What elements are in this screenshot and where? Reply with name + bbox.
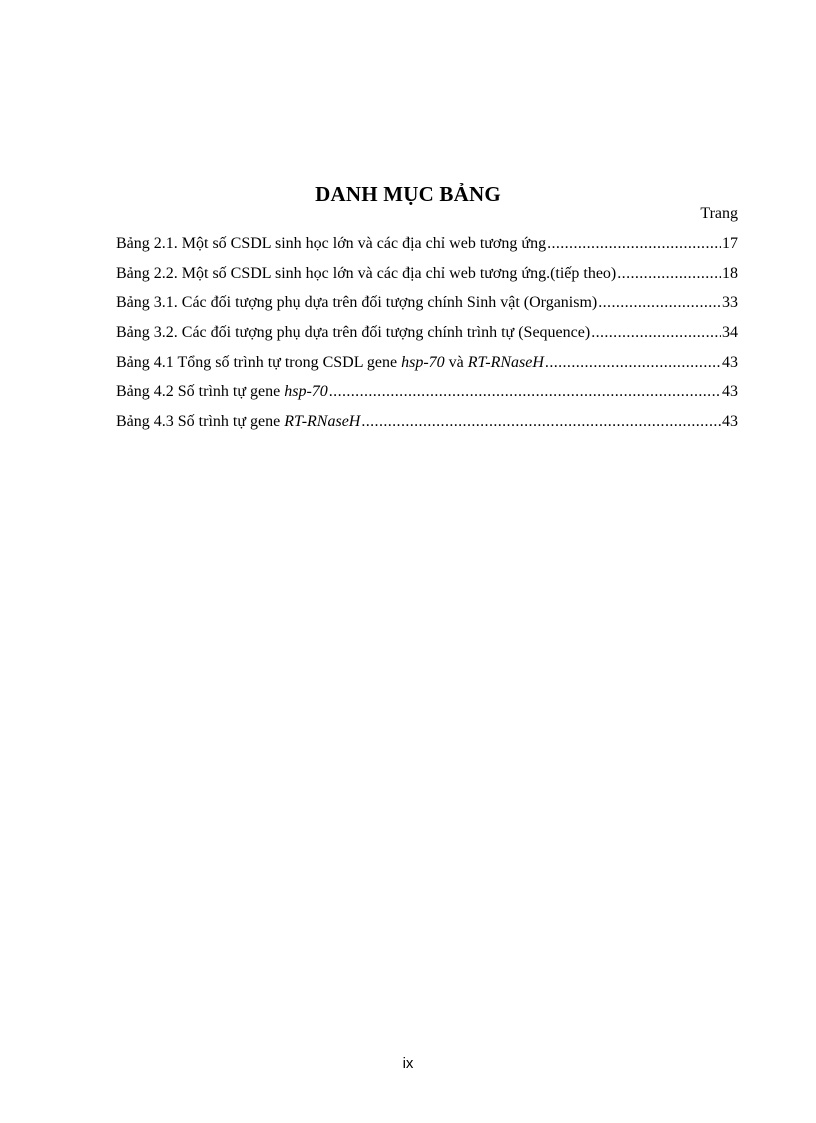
entry-title-part: Bảng 2.1. Một số CSDL sinh học lớn và các địa chỉ web tương ứng — [116, 235, 547, 252]
list-item[interactable] — [116, 323, 738, 353]
dot-leader — [547, 234, 721, 254]
entry-page-number: 43 — [722, 413, 738, 431]
entry-page-number: 34 — [722, 324, 738, 342]
entry-title-part: Bảng 4.1 Tổng số trình tự trong CSDL gene — [116, 353, 402, 371]
page-number: ix — [402, 1055, 414, 1072]
dot-leader — [329, 382, 721, 402]
entry-title — [116, 264, 616, 284]
entry-title-italic-part: RT-RNaseH — [284, 413, 361, 431]
list-item[interactable] — [116, 293, 738, 323]
dot-leader — [361, 412, 721, 432]
entry-page-number: 18 — [722, 264, 738, 282]
entry-title-italic-part: hsp-70 — [284, 383, 328, 401]
entry-title — [116, 382, 328, 402]
entry-title-part: Bảng 3.1. Các đối tượng phụ dựa trên đối tượng chính Sinh vật (Organism) — [116, 294, 598, 312]
entry-title-italic-part: hsp-70 — [401, 353, 445, 371]
list-item[interactable] — [116, 412, 738, 442]
list-item[interactable] — [116, 264, 738, 294]
entry-title — [116, 353, 544, 373]
entry-title-italic-part: RT-RNaseH — [467, 353, 544, 371]
dot-leader — [617, 264, 721, 284]
list-item[interactable] — [116, 353, 738, 383]
entry-page-number: 43 — [722, 353, 738, 371]
dot-leader — [598, 293, 721, 313]
entry-page-number: 43 — [722, 383, 738, 401]
entry-title-part: Bảng 3.2. Các đối tượng phụ dựa trên đối tượng chính trình tự (Sequence) — [116, 324, 591, 342]
dot-leader — [545, 353, 721, 373]
entry-title — [116, 293, 597, 313]
entry-title-part: và — [444, 353, 468, 371]
entry-page-number: 33 — [722, 294, 738, 312]
entry-title-part: Bảng 4.3 Số trình tự gene — [116, 413, 285, 431]
table-list — [116, 234, 738, 442]
entry-title-part: Bảng 2.2. Một số CSDL sinh học lớn và các địa chỉ web tương ứng.(tiếp theo) — [116, 264, 617, 282]
list-item[interactable] — [116, 234, 738, 264]
page-title: DANH MỤC BẢNG — [315, 182, 501, 207]
list-item[interactable] — [116, 382, 738, 412]
entry-title — [116, 323, 590, 343]
entry-page-number: 17 — [722, 235, 738, 252]
page-column-label: Trang — [700, 205, 738, 222]
entry-title — [116, 412, 360, 432]
dot-leader — [591, 323, 721, 343]
entry-title — [116, 234, 546, 254]
entry-title-part: Bảng 4.2 Số trình tự gene — [116, 383, 285, 401]
